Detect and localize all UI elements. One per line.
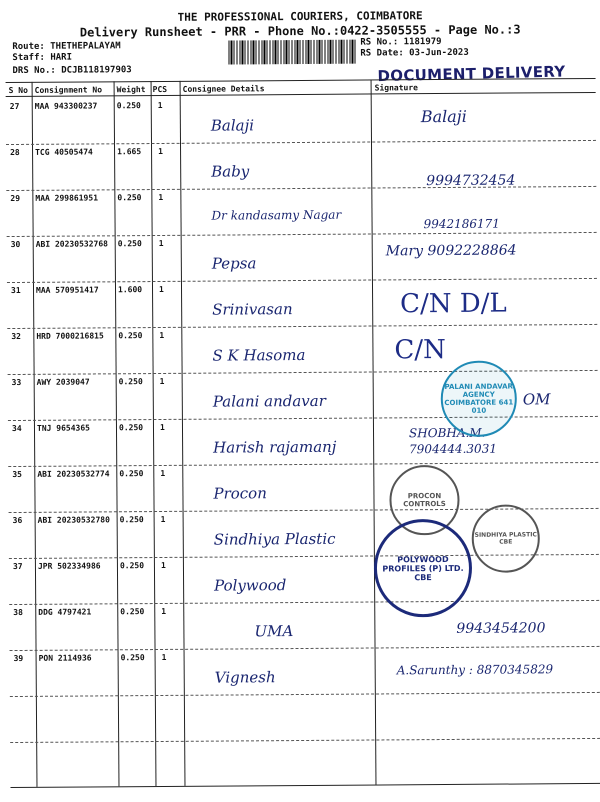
- weight: 0.250: [117, 193, 142, 203]
- consignee-name: Pepsa: [211, 254, 257, 273]
- procon-seal: PROCON CONTROLS: [389, 465, 459, 535]
- consignee-name: S K Hasoma: [212, 345, 306, 365]
- column-header-consignment: Consignment No: [34, 85, 103, 95]
- consignment-number: ABI 20230532768: [35, 239, 108, 249]
- consignment-number: AWY 2039047: [36, 377, 90, 387]
- consignee-name: Harish rajamanj: [213, 437, 337, 457]
- consignment-number: MAA 299861951: [35, 193, 99, 203]
- weight: 0.250: [116, 101, 141, 111]
- consignee-name: Procon: [213, 484, 267, 503]
- serial-number: 35: [12, 469, 22, 480]
- pieces: 1: [160, 514, 166, 524]
- consignee-name: Palani andavar: [212, 391, 326, 411]
- signature: OM: [522, 390, 551, 409]
- column-header-consignee: Consignee Details: [182, 84, 265, 94]
- serial-number: 37: [12, 561, 23, 572]
- column-header-weight: Weight: [116, 85, 146, 95]
- pieces: 1: [160, 560, 166, 570]
- consignee-name: Srinivasan: [212, 300, 293, 319]
- weight: 0.250: [118, 377, 143, 387]
- consignment-number: ABI 20230532780: [37, 515, 110, 525]
- consignee-name: Balaji: [210, 116, 255, 135]
- serial-number: 32: [11, 331, 22, 342]
- pieces: 1: [157, 100, 163, 110]
- weight: 0.250: [118, 331, 143, 341]
- table-row: [1, 142, 600, 192]
- signature: 9994732454: [426, 172, 516, 190]
- rs-date: RS Date: 03-Jun-2023: [360, 47, 469, 59]
- table-row: [1, 96, 600, 146]
- pieces: 1: [159, 330, 165, 340]
- weight: 0.250: [117, 239, 142, 249]
- column-header-sno: S No: [8, 85, 28, 96]
- serial-number: 36: [12, 515, 23, 526]
- table-row: [5, 648, 600, 698]
- consignment-number: HRD 7000216815: [36, 331, 104, 341]
- pieces: 1: [159, 422, 165, 432]
- polywood-seal: POLYWOOD PROFILES (P) LTD. CBE: [374, 519, 473, 618]
- table-row: [2, 234, 600, 284]
- consignee-name: Dr kandasamy Nagar: [211, 207, 342, 223]
- serial-number: 34: [11, 423, 22, 434]
- serial-number: 27: [9, 101, 20, 112]
- serial-number: 33: [11, 377, 22, 388]
- row-divider: [10, 738, 600, 743]
- company-title: THE PROFESSIONAL COURIERS, COIMBATORE: [177, 9, 423, 24]
- consignee-name: Polywood: [214, 576, 287, 595]
- consignment-number: PON 2114936: [38, 653, 92, 663]
- pieces: 1: [159, 376, 165, 386]
- consignee-name: Sindhiya Plastic: [213, 529, 336, 549]
- table-row: [1, 188, 600, 238]
- weight: 0.250: [119, 561, 145, 571]
- runsheet-title: Delivery Runsheet - PRR - Phone No.:0422-3505555 - Page No.:3: [79, 22, 521, 40]
- pieces: 1: [158, 284, 164, 294]
- serial-number: 29: [10, 193, 21, 204]
- weight: 0.250: [120, 653, 145, 663]
- document-delivery-stamp: DOCUMENT DELIVERY: [377, 62, 566, 86]
- consignment-number: DDG 4797421: [38, 607, 92, 617]
- weight: 0.250: [119, 515, 144, 525]
- consignee-name: Baby: [211, 162, 250, 181]
- weight: 1.600: [117, 285, 143, 295]
- weight: 0.250: [120, 607, 145, 617]
- pieces: 1: [158, 192, 164, 202]
- column-header-pcs: PCS: [152, 84, 168, 95]
- serial-number: 28: [10, 147, 20, 158]
- table-bottom-border: [10, 783, 600, 788]
- consignee-name: UMA: [254, 622, 294, 641]
- signature: Mary 9092228864: [385, 242, 517, 260]
- weight: 0.250: [119, 469, 144, 479]
- pieces: 1: [158, 238, 164, 248]
- sindhiya-seal: SINDHIYA PLASTIC CBE: [472, 504, 540, 572]
- drs-label: DRS No.: DCJB118197903: [12, 65, 132, 77]
- pieces: 1: [158, 146, 163, 156]
- signature: C/N: [394, 334, 446, 366]
- signature: A.Sarunthy : 8870345829: [396, 662, 554, 678]
- consignment-number: TNJ 9654365: [36, 423, 90, 433]
- weight: 1.665: [117, 147, 142, 157]
- consignment-number: JPR 502334986: [37, 561, 101, 571]
- weight: 0.250: [118, 423, 144, 433]
- signature: 9943454200: [456, 620, 546, 637]
- signature: C/N D/L: [400, 288, 507, 320]
- consignee-name: Vignesh: [214, 668, 276, 687]
- pieces: 1: [161, 652, 167, 662]
- table-row: [2, 280, 600, 330]
- serial-number: 30: [10, 239, 21, 250]
- rs-number: RS No.: 1181979: [360, 37, 442, 48]
- table-row: [2, 326, 600, 376]
- consignment-number: ABI 20230532774: [37, 469, 110, 479]
- pieces: 1: [161, 606, 167, 616]
- consignment-number: MAA 943300237: [34, 101, 98, 111]
- serial-number: 38: [13, 607, 23, 618]
- consignment-number: TCG 40505474: [35, 147, 93, 157]
- signature: SHOBHA.M. 7904444.3031: [408, 425, 497, 457]
- table-row: [4, 602, 600, 652]
- serial-number: 39: [13, 653, 24, 664]
- barcode: [228, 40, 356, 65]
- pieces: 1: [160, 468, 166, 478]
- serial-number: 31: [10, 285, 21, 296]
- signature: Balaji: [420, 106, 467, 127]
- table-row: [3, 418, 600, 468]
- palani-andavar-seal: PALANI ANDAVAR AGENCY COIMBATORE 641 010: [441, 360, 518, 437]
- column-header-signature: Signature: [374, 83, 419, 93]
- route-label: Route: THETHEPALAYAM: [12, 41, 121, 53]
- consignment-number: MAA 570951417: [35, 285, 99, 295]
- staff-label: Staff: HARI: [12, 52, 73, 64]
- signature: 9942186171: [423, 216, 500, 232]
